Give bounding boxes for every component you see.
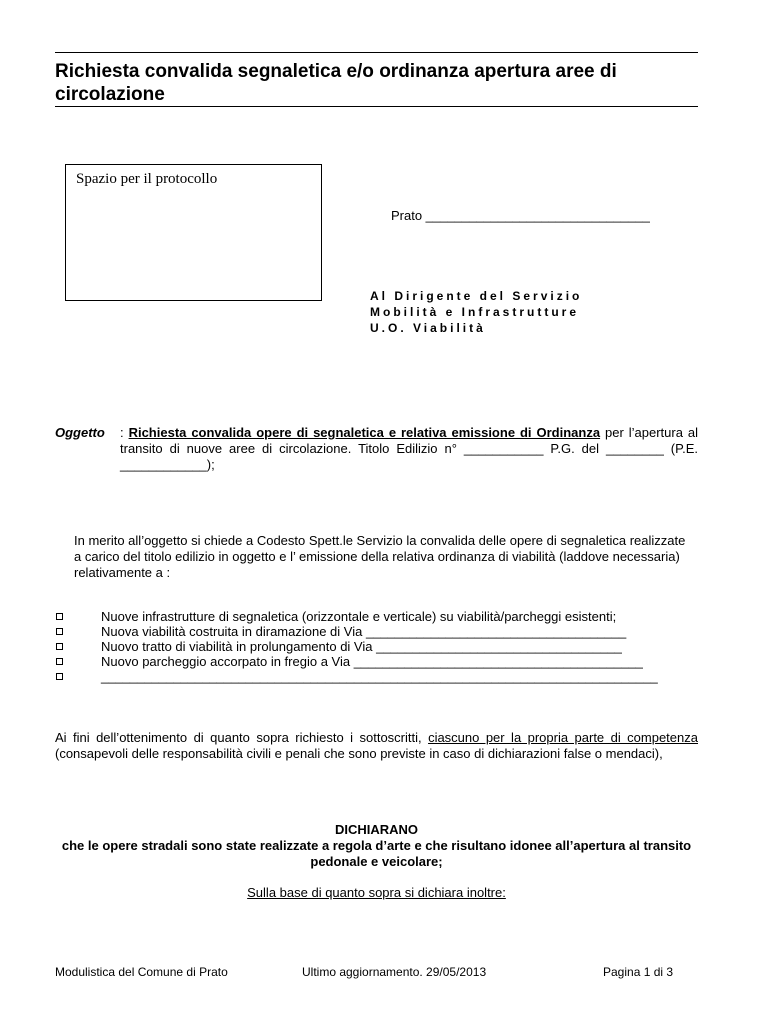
checkbox-item[interactable] bbox=[55, 669, 695, 684]
addressee-line-2: Mobilità e Infrastrutture bbox=[370, 305, 580, 319]
fini-paragraph bbox=[55, 730, 698, 762]
protocol-box-label: Spazio per il protocollo bbox=[76, 171, 218, 187]
addressee-block bbox=[370, 288, 582, 336]
protocol-box bbox=[65, 164, 322, 301]
fini-underlined: ciascuno per la propria parte di competenza bbox=[428, 730, 698, 745]
dichiarano-text: che le opere stradali sono state realizzate a regola d’arte e che risultano idonee all’apertura al transito pedonale e veicolare; bbox=[61, 838, 692, 869]
oggetto-rest: per l’apertura al transito di nuove aree di circolazione. Titolo Edilizio n° ___________ P.G. del ________ (P.E. ____________); bbox=[120, 425, 698, 472]
page-title: Richiesta convalida segnaletica e/o ordinanza apertura aree di circolazione bbox=[55, 61, 617, 105]
oggetto-underlined: Richiesta convalida opere di segnaletica e relativa emissione di Ordinanza bbox=[128, 425, 601, 440]
checkbox-icon[interactable] bbox=[56, 628, 63, 635]
fini-after: (consapevoli delle responsabilità civili e penali che sono previste in caso di dichiarazioni false o mendaci), bbox=[55, 746, 663, 761]
footer-center: Ultimo aggiornamento. 29/05/2013 bbox=[302, 965, 487, 979]
checkbox-icon[interactable] bbox=[56, 613, 63, 620]
footer-right: Pagina 1 di 3 bbox=[603, 965, 674, 979]
addressee-line-3: U.O. Viabilità bbox=[370, 321, 486, 335]
checkbox-item[interactable] bbox=[55, 654, 695, 669]
checkbox-item-label: _____________________________________________________________________________ bbox=[101, 669, 658, 684]
addressee-line-1: Al Dirigente del Servizio bbox=[370, 289, 583, 303]
oggetto-label: Oggetto bbox=[55, 425, 105, 440]
sulla-base-line: Sulla base di quanto sopra si dichiara inoltre: bbox=[247, 885, 506, 900]
checkbox-item[interactable] bbox=[55, 624, 695, 639]
checkbox-item-label: Nuove infrastrutture di segnaletica (orizzontale e verticale) su viabilità/parcheggi esistenti; bbox=[101, 609, 617, 624]
checkbox-icon[interactable] bbox=[56, 673, 63, 680]
checkbox-list bbox=[55, 609, 695, 684]
footer-left: Modulistica del Comune di Prato bbox=[55, 965, 228, 979]
prato-date-line: Prato _______________________________ bbox=[391, 208, 650, 223]
oggetto-text bbox=[120, 425, 698, 473]
checkbox-item-label: Nuova viabilità costruita in diramazione di Via ____________________________________ bbox=[101, 624, 627, 639]
checkbox-item[interactable] bbox=[55, 639, 695, 654]
checkbox-icon[interactable] bbox=[56, 658, 63, 665]
top-rule bbox=[55, 52, 698, 53]
merito-paragraph: In merito all’oggetto si chiede a Codesto Spett.le Servizio la convalida delle opere di segnaletica realizzate a carico del titolo edilizio in oggetto e l’ emissione della relativa ordinanza di viabilità (laddove necessaria) relativamente a : bbox=[74, 533, 686, 580]
dichiarano-block bbox=[55, 822, 698, 870]
oggetto-colon: : bbox=[120, 425, 124, 440]
title-rule bbox=[55, 106, 698, 107]
checkbox-item-label: Nuovo parcheggio accorpato in fregio a Via ________________________________________ bbox=[101, 654, 643, 669]
checkbox-item-label: Nuovo tratto di viabilità in prolungamento di Via __________________________________ bbox=[101, 639, 622, 654]
checkbox-item[interactable] bbox=[55, 609, 695, 624]
fini-before: Ai fini dell’ottenimento di quanto sopra richiesto i sottoscritti, bbox=[55, 730, 429, 745]
dichiarano-heading: DICHIARANO bbox=[334, 822, 419, 837]
checkbox-icon[interactable] bbox=[56, 643, 63, 650]
